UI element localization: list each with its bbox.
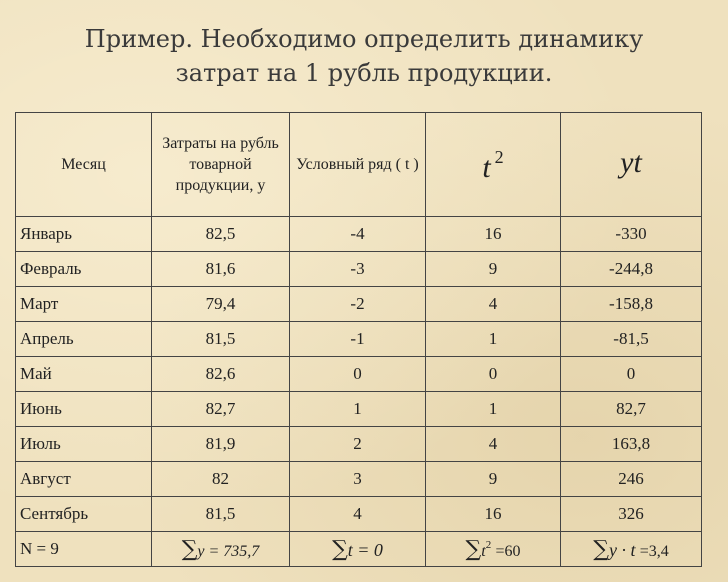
cell-t2: 9	[426, 252, 561, 287]
table-row	[16, 357, 702, 392]
title-line-2: затрат на 1 рубль продукции.	[175, 59, 553, 87]
cell-t2: 4	[426, 287, 561, 322]
sigma-icon: ∑	[332, 536, 348, 562]
cell-month: Февраль	[16, 252, 152, 287]
totals-t2-exp: 2	[485, 538, 492, 551]
cell-t: -3	[290, 252, 426, 287]
cell-y: 82,7	[152, 392, 290, 427]
cell-t: 3	[290, 462, 426, 497]
cell-yt: -81,5	[561, 322, 702, 357]
totals-yt-value: =3,4	[639, 542, 669, 560]
totals-t-expr: t = 0	[347, 539, 383, 560]
cell-y: 81,6	[152, 252, 290, 287]
cell-t: -4	[290, 217, 426, 252]
cell-t2: 16	[426, 217, 561, 252]
table-row	[16, 497, 702, 532]
header-t-squared-exp: 2	[494, 146, 504, 167]
totals-t2-value: =60	[495, 542, 521, 560]
table-row	[16, 287, 702, 322]
cell-yt: -330	[561, 217, 702, 252]
cell-t: 0	[290, 357, 426, 392]
sigma-icon: ∑	[181, 536, 198, 562]
sigma-icon: ∑	[593, 536, 609, 562]
cell-yt: 0	[561, 357, 702, 392]
totals-t2-sum	[426, 532, 561, 567]
cell-t2: 0	[426, 357, 561, 392]
cell-yt: 326	[561, 497, 702, 532]
totals-y-expr: y = 735,7	[197, 542, 260, 560]
cell-yt: 82,7	[561, 392, 702, 427]
header-series: Условный ряд ( t )	[290, 113, 426, 217]
table-row	[16, 462, 702, 497]
cell-yt: -158,8	[561, 287, 702, 322]
cell-y: 82	[152, 462, 290, 497]
cell-t2: 4	[426, 427, 561, 462]
cell-month: Май	[16, 357, 152, 392]
cell-t: 2	[290, 427, 426, 462]
table-row	[16, 427, 702, 462]
cell-t: 1	[290, 392, 426, 427]
cell-y: 81,5	[152, 322, 290, 357]
totals-yt-sum	[561, 532, 702, 567]
cell-yt: 163,8	[561, 427, 702, 462]
cell-t2: 16	[426, 497, 561, 532]
header-yt	[561, 113, 702, 217]
cell-t: -1	[290, 322, 426, 357]
cell-y: 81,9	[152, 427, 290, 462]
totals-y-sum	[152, 532, 290, 567]
slide-title	[0, 22, 728, 90]
cell-month: Март	[16, 287, 152, 322]
cell-t: 4	[290, 497, 426, 532]
cost-dynamics-table	[15, 112, 702, 567]
header-t-squared	[426, 113, 561, 217]
table-totals-row	[16, 532, 702, 567]
header-month: Месяц	[16, 113, 152, 217]
cell-t2: 9	[426, 462, 561, 497]
title-line-1: Пример. Необходимо определить динамику	[84, 25, 644, 53]
cell-y: 82,6	[152, 357, 290, 392]
table-row	[16, 322, 702, 357]
cell-yt: -244,8	[561, 252, 702, 287]
cell-y: 81,5	[152, 497, 290, 532]
table-header-row	[16, 113, 702, 217]
cell-month: Январь	[16, 217, 152, 252]
cell-t: -2	[290, 287, 426, 322]
cell-month: Июль	[16, 427, 152, 462]
totals-yt-expr: y · t	[608, 539, 636, 560]
cell-t2: 1	[426, 322, 561, 357]
cell-yt: 246	[561, 462, 702, 497]
cell-t2: 1	[426, 392, 561, 427]
table-row	[16, 392, 702, 427]
header-cost: Затраты на рубль товарной продукции, у	[152, 113, 290, 217]
cell-month: Август	[16, 462, 152, 497]
header-yt-label: yt	[620, 145, 642, 179]
cell-month: Сентябрь	[16, 497, 152, 532]
totals-n: N = 9	[16, 532, 152, 567]
cell-y: 79,4	[152, 287, 290, 322]
totals-t2-base: t	[481, 542, 486, 560]
header-t-squared-base: t	[482, 150, 491, 184]
cell-month: Июнь	[16, 392, 152, 427]
totals-t-sum	[290, 532, 426, 567]
cell-y: 82,5	[152, 217, 290, 252]
sigma-icon: ∑	[465, 536, 482, 562]
table-row	[16, 217, 702, 252]
table-row	[16, 252, 702, 287]
cell-month: Апрель	[16, 322, 152, 357]
